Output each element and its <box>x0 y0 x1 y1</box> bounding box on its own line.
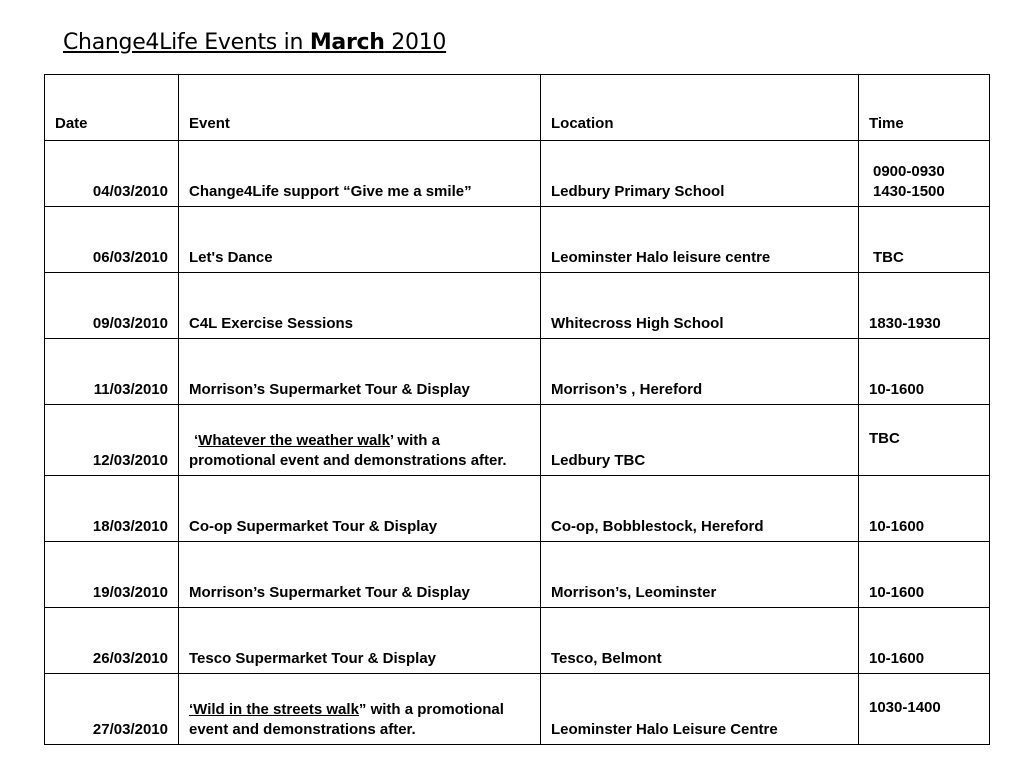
row-location: Tesco, Belmont <box>541 608 859 674</box>
title-prefix: Change4Life Events in <box>63 30 310 55</box>
table-row <box>45 273 990 339</box>
row-event: Co-op Supermarket Tour & Display <box>179 476 541 542</box>
row-date: 11/03/2010 <box>45 339 179 405</box>
row-event-rest: ” with a promotional event and demonstrations after. <box>189 701 504 738</box>
row-date: 26/03/2010 <box>45 608 179 674</box>
row-location: Whitecross High School <box>541 273 859 339</box>
row-event-quote-open: ‘ <box>194 432 199 449</box>
row-event <box>179 674 541 745</box>
header-location: Location <box>541 75 859 141</box>
row-event-rest: ’ with a promotional event and demonstrations after. <box>189 432 507 469</box>
row-event-walk-name: ‘Wild in the streets walk <box>189 701 359 718</box>
table-row <box>45 608 990 674</box>
row-event: C4L Exercise Sessions <box>179 273 541 339</box>
table-row <box>45 542 990 608</box>
row-location: Morrison’s, Leominster <box>541 542 859 608</box>
row-event: Let's Dance <box>179 207 541 273</box>
row-event <box>179 405 541 476</box>
table-row <box>45 674 990 745</box>
row-time: 10-1600 <box>859 542 990 608</box>
row-time: TBC <box>859 207 990 273</box>
row-date: 06/03/2010 <box>45 207 179 273</box>
title-suffix: 2010 <box>384 30 447 55</box>
row-date: 04/03/2010 <box>45 141 179 207</box>
table-row <box>45 339 990 405</box>
row-location: Ledbury Primary School <box>541 141 859 207</box>
row-time-line-2: 1430-1500 <box>873 183 945 200</box>
row-date: 19/03/2010 <box>45 542 179 608</box>
table-row <box>45 476 990 542</box>
row-location: Leominster Halo leisure centre <box>541 207 859 273</box>
row-location: Co-op, Bobblestock, Hereford <box>541 476 859 542</box>
page-title <box>63 30 446 55</box>
table-header-row <box>45 75 990 141</box>
header-date: Date <box>45 75 179 141</box>
row-date: 27/03/2010 <box>45 674 179 745</box>
row-time: TBC <box>859 405 990 476</box>
row-location: Ledbury TBC <box>541 405 859 476</box>
row-date: 18/03/2010 <box>45 476 179 542</box>
table-row <box>45 141 990 207</box>
header-time: Time <box>859 75 990 141</box>
row-event: Morrison’s Supermarket Tour & Display <box>179 542 541 608</box>
row-date: 12/03/2010 <box>45 405 179 476</box>
row-location: Leominster Halo Leisure Centre <box>541 674 859 745</box>
row-event-walk-name: Whatever the weather walk <box>198 432 390 449</box>
events-table <box>44 74 990 745</box>
table-row <box>45 405 990 476</box>
row-event: Change4Life support “Give me a smile” <box>179 141 541 207</box>
row-time: 10-1600 <box>859 608 990 674</box>
title-month: March <box>309 30 385 55</box>
header-event: Event <box>179 75 541 141</box>
row-event: Morrison’s Supermarket Tour & Display <box>179 339 541 405</box>
row-time: 1830-1930 <box>859 273 990 339</box>
row-date: 09/03/2010 <box>45 273 179 339</box>
row-time <box>859 141 990 207</box>
row-time: 1030-1400 <box>859 674 990 745</box>
row-time: 10-1600 <box>859 476 990 542</box>
table-row <box>45 207 990 273</box>
row-time-line-1: 0900-0930 <box>873 163 945 180</box>
row-time: 10-1600 <box>859 339 990 405</box>
row-location: Morrison’s , Hereford <box>541 339 859 405</box>
row-event: Tesco Supermarket Tour & Display <box>179 608 541 674</box>
